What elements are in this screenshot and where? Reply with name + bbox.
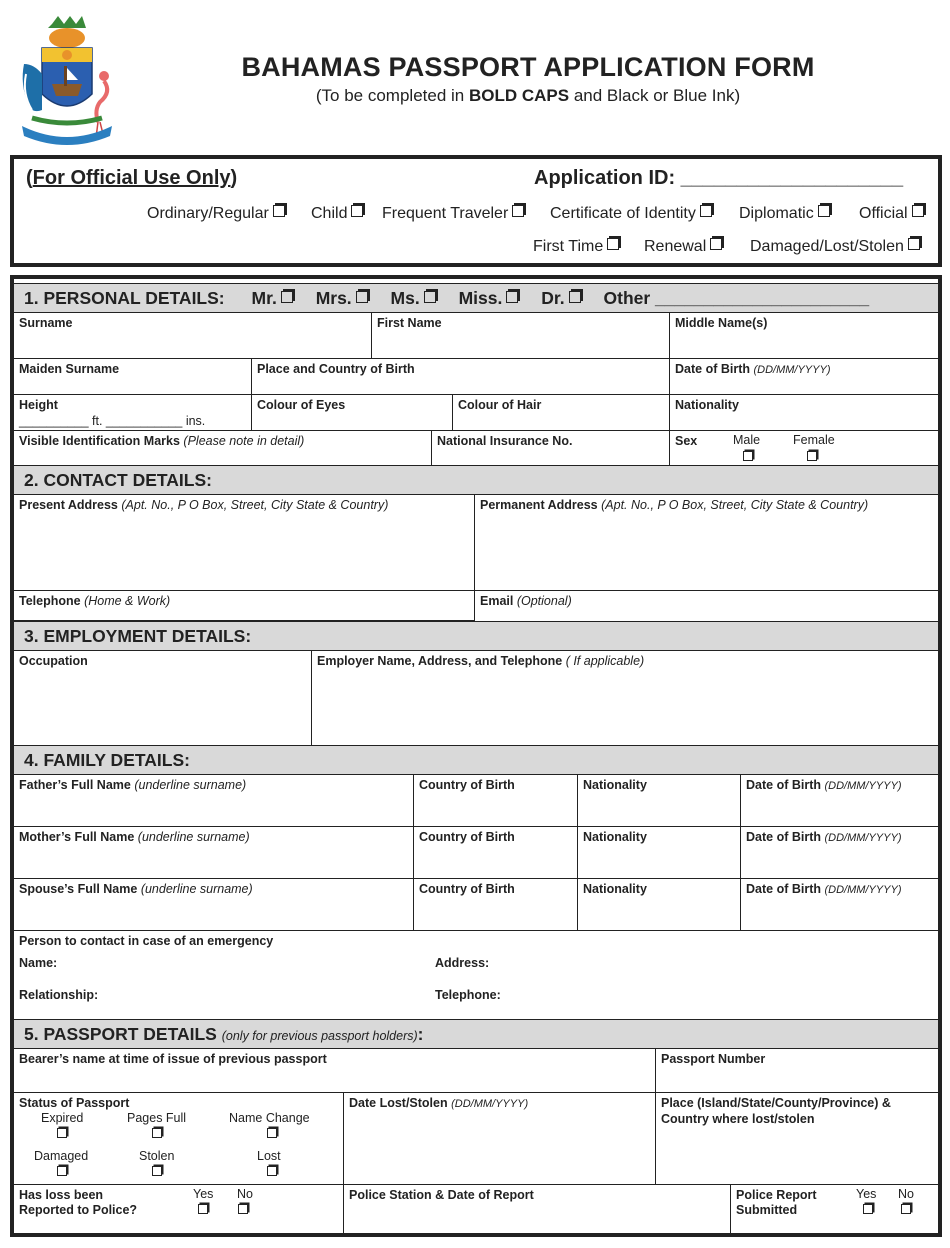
- honorific-miss[interactable]: Miss.: [459, 288, 519, 308]
- option-ordinary[interactable]: Ordinary/Regular: [147, 205, 285, 223]
- official-use-label: (For Official Use Only): [26, 167, 238, 189]
- emergency-relationship-field[interactable]: Relationship:: [19, 988, 99, 1002]
- expired-checkbox[interactable]: [57, 1128, 67, 1138]
- mother-country-birth-field[interactable]: Country of Birth: [414, 827, 578, 879]
- checkbox[interactable]: [908, 238, 920, 250]
- father-nationality-field[interactable]: Nationality: [578, 775, 741, 827]
- present-address-field[interactable]: Present Address (Apt. No., P O Box, Street, City State & Country): [14, 495, 475, 591]
- honorific-other[interactable]: Other ______________________: [603, 288, 870, 308]
- damaged-checkbox[interactable]: [57, 1166, 67, 1176]
- surname-field[interactable]: Surname: [14, 313, 372, 359]
- emergency-telephone-field[interactable]: Telephone:: [435, 988, 501, 1002]
- option-child[interactable]: Child: [311, 205, 363, 223]
- report-no-checkbox[interactable]: [901, 1204, 911, 1214]
- option-diplomatic[interactable]: Diplomatic: [739, 205, 830, 223]
- name-change-checkbox[interactable]: [267, 1128, 277, 1138]
- national-insurance-field[interactable]: National Insurance No.: [432, 431, 670, 467]
- section-title: 3. EMPLOYMENT DETAILS:: [24, 626, 252, 646]
- passport-number-field[interactable]: Passport Number: [656, 1049, 938, 1093]
- date-lost-stolen-field[interactable]: Date Lost/Stolen (DD/MM/YYYY): [344, 1093, 656, 1185]
- spouse-country-birth-field[interactable]: Country of Birth: [414, 879, 578, 931]
- checkbox[interactable]: [512, 205, 524, 217]
- checkbox[interactable]: [912, 205, 924, 217]
- section-family-header: [14, 745, 938, 775]
- mother-dob-field[interactable]: Date of Birth (DD/MM/YYYY): [741, 827, 938, 879]
- pages-full-checkbox[interactable]: [152, 1128, 162, 1138]
- telephone-field[interactable]: Telephone (Home & Work): [14, 591, 475, 621]
- place-country-birth-field[interactable]: Place and Country of Birth: [252, 359, 670, 395]
- application-id-field[interactable]: Application ID: ____________________: [534, 167, 904, 189]
- mother-name-field[interactable]: Mother’s Full Name (underline surname): [14, 827, 414, 879]
- honorific-dr[interactable]: Dr.: [541, 288, 580, 308]
- option-certificate-identity[interactable]: Certificate of Identity: [550, 205, 712, 223]
- option-frequent-traveler[interactable]: Frequent Traveler: [382, 205, 524, 223]
- father-dob-field[interactable]: Date of Birth (DD/MM/YYYY): [741, 775, 938, 827]
- reported-to-police-field: Has loss been Reported to Police? Yes No: [14, 1185, 344, 1235]
- checkbox[interactable]: [700, 205, 712, 217]
- spouse-name-field[interactable]: Spouse’s Full Name (underline surname): [14, 879, 414, 931]
- section-title: 5. PASSPORT DETAILS (only for previous passport holders):: [24, 1024, 424, 1044]
- option-official[interactable]: Official: [859, 205, 924, 223]
- section-employment-header: [14, 621, 938, 651]
- emergency-name-field[interactable]: Name:: [19, 956, 58, 970]
- section-title: 2. CONTACT DETAILS:: [24, 470, 212, 490]
- father-name-field[interactable]: Father’s Full Name (underline surname): [14, 775, 414, 827]
- date-of-birth-field[interactable]: Date of Birth (DD/MM/YYYY): [670, 359, 938, 395]
- father-country-birth-field[interactable]: Country of Birth: [414, 775, 578, 827]
- emergency-contact-label: Person to contact in case of an emergency: [19, 934, 274, 948]
- application-form: [10, 275, 942, 1237]
- report-yes-checkbox[interactable]: [863, 1204, 873, 1214]
- checkbox[interactable]: [710, 238, 722, 250]
- female-checkbox[interactable]: [807, 451, 817, 461]
- police-report-submitted-field: Police Report Submitted Yes No: [736, 1187, 914, 1217]
- stolen-checkbox[interactable]: [152, 1166, 162, 1176]
- option-renewal[interactable]: Renewal: [644, 238, 722, 256]
- email-field[interactable]: Email (Optional): [480, 594, 572, 608]
- police-station-field[interactable]: Police Station & Date of Report: [344, 1185, 731, 1235]
- checkbox[interactable]: [351, 205, 363, 217]
- section-passport-header: [14, 1019, 938, 1049]
- form-title: BAHAMAS PASSPORT APPLICATION FORM: [241, 52, 815, 82]
- spouse-nationality-field[interactable]: Nationality: [578, 879, 741, 931]
- option-first-time[interactable]: First Time: [533, 238, 619, 256]
- reported-yes-checkbox[interactable]: [198, 1204, 208, 1214]
- honorific-mrs[interactable]: Mrs.: [316, 288, 368, 308]
- checkbox[interactable]: [273, 205, 285, 217]
- employer-field[interactable]: Employer Name, Address, and Telephone ( If applicable): [317, 654, 645, 668]
- section-title: 4. FAMILY DETAILS:: [24, 750, 190, 770]
- height-field[interactable]: Height __________ ft. ___________ ins.: [14, 395, 252, 431]
- identification-marks-field[interactable]: Visible Identification Marks (Please note in detail): [14, 431, 432, 467]
- passport-status-field: Status of Passport Expired Pages Full Name Change Damaged Stolen Lost: [14, 1093, 344, 1185]
- checkbox[interactable]: [607, 238, 619, 250]
- mother-nationality-field[interactable]: Nationality: [578, 827, 741, 879]
- maiden-surname-field[interactable]: Maiden Surname: [14, 359, 252, 395]
- section-title: 1. PERSONAL DETAILS: Mr. Mrs. Ms. Miss. Dr. Other ______________________: [24, 288, 870, 308]
- option-damaged-lost-stolen[interactable]: Damaged/Lost/Stolen: [750, 238, 920, 256]
- bearer-name-field[interactable]: Bearer’s name at time of issue of previous passport: [14, 1049, 656, 1093]
- hair-colour-field[interactable]: Colour of Hair: [453, 395, 670, 431]
- sex-field: Sex Male Female: [670, 431, 938, 467]
- lost-checkbox[interactable]: [267, 1166, 277, 1176]
- occupation-field[interactable]: Occupation: [14, 651, 312, 747]
- spouse-dob-field[interactable]: Date of Birth (DD/MM/YYYY): [741, 879, 938, 931]
- eye-colour-field[interactable]: Colour of Eyes: [252, 395, 453, 431]
- form-subtitle: (To be completed in BOLD CAPS and Black or Blue Ink): [315, 86, 741, 105]
- honorific-mr[interactable]: Mr.: [252, 288, 293, 308]
- emergency-address-field[interactable]: Address:: [435, 956, 490, 970]
- nationality-field[interactable]: Nationality: [670, 395, 938, 431]
- place-lost-field[interactable]: Place (Island/State/County/Province) & Country where lost/stolen: [656, 1093, 938, 1185]
- section-contact-header: [14, 465, 938, 495]
- permanent-address-field[interactable]: Permanent Address (Apt. No., P O Box, Street, City State & Country): [475, 495, 938, 591]
- section-personal-header: [14, 283, 938, 313]
- reported-no-checkbox[interactable]: [238, 1204, 248, 1214]
- middle-names-field[interactable]: Middle Name(s): [670, 313, 938, 359]
- male-checkbox[interactable]: [743, 451, 753, 461]
- checkbox[interactable]: [818, 205, 830, 217]
- honorific-ms[interactable]: Ms.: [391, 288, 436, 308]
- official-use-box: [10, 155, 942, 267]
- first-name-field[interactable]: First Name: [372, 313, 670, 359]
- emergency-contact-block: [14, 931, 938, 1021]
